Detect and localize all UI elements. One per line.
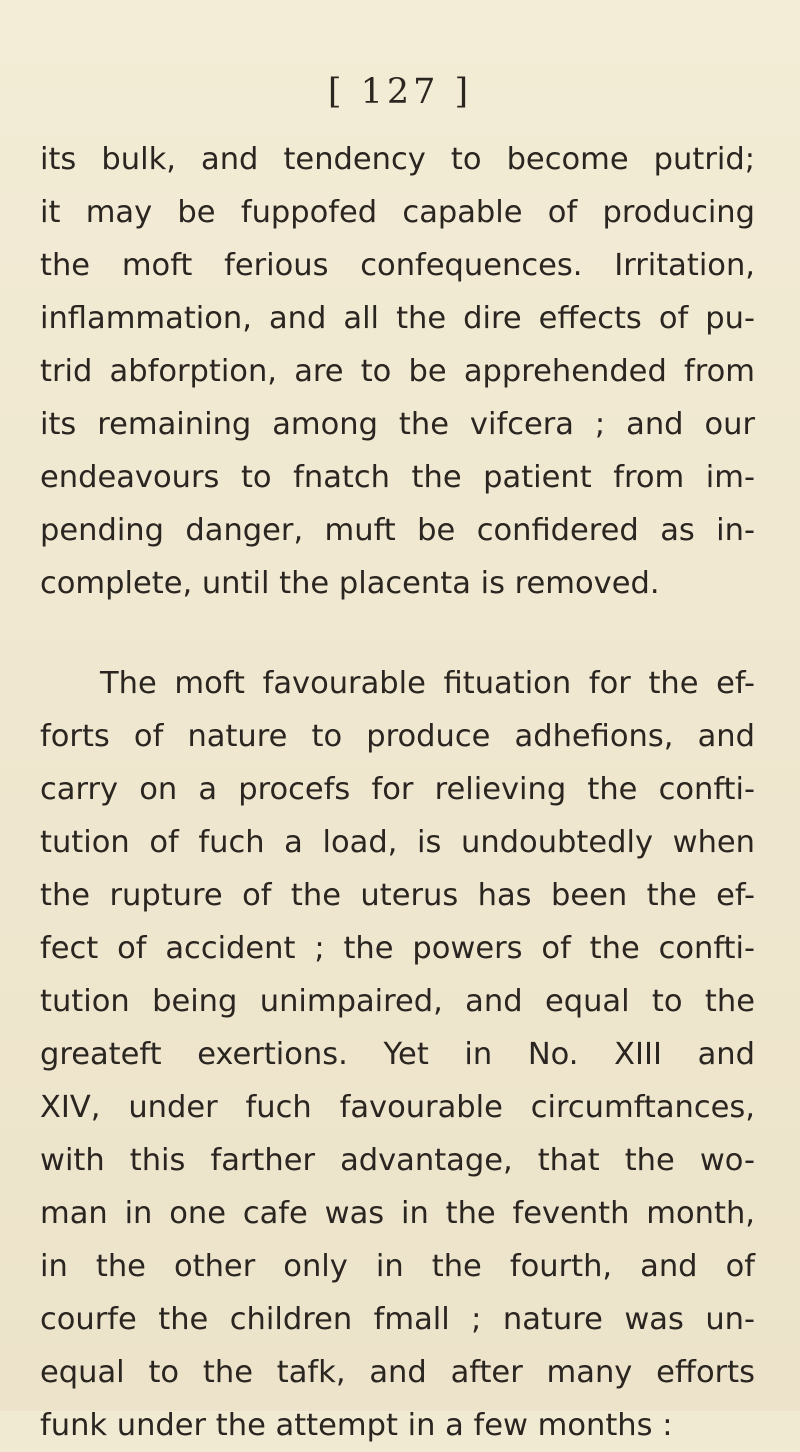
text-line: carry on a procefs for relieving the confti- bbox=[40, 772, 755, 807]
text-line: its bulk, and tendency to become putrid; bbox=[40, 142, 755, 177]
text-line: equal to the tafk, and after many efforts bbox=[40, 1355, 755, 1390]
text-line: funk under the attempt in a few months : bbox=[40, 1408, 673, 1443]
text-line: its remaining among the vifcera ; and our bbox=[40, 407, 755, 442]
text-line: man in one cafe was in the feventh month, bbox=[40, 1196, 755, 1231]
text-line: in the other only in the fourth, and of bbox=[40, 1249, 755, 1284]
text-line: forts of nature to produce adhefions, and bbox=[40, 719, 755, 754]
paragraph-2 bbox=[40, 657, 755, 1452]
text-line: with this farther advantage, that the wo- bbox=[40, 1143, 755, 1178]
text-line: the moft ferious confequences. Irritation, bbox=[40, 248, 755, 283]
text-line: XIV, under fuch favourable circumftances, bbox=[40, 1090, 755, 1125]
page-number: [ 127 ] bbox=[327, 72, 473, 112]
text-line: endeavours to fnatch the patient from im- bbox=[40, 460, 755, 495]
text-line: greateft exertions. Yet in No. XIII and bbox=[40, 1037, 755, 1072]
text-line: it may be fuppofed capable of producing bbox=[40, 195, 755, 230]
text-line: tution being unimpaired, and equal to the bbox=[40, 984, 755, 1019]
text-line: complete, until the placenta is removed. bbox=[40, 566, 660, 601]
paragraph-1 bbox=[40, 133, 755, 610]
text-line: The moft favourable fituation for the ef- bbox=[100, 666, 755, 701]
text-line: tution of fuch a load, is undoubtedly when bbox=[40, 825, 755, 860]
text-line: fect of accident ; the powers of the confti- bbox=[40, 931, 755, 966]
text-line: the rupture of the uterus has been the ef- bbox=[40, 878, 755, 913]
text-line: pending danger, muft be confidered as in- bbox=[40, 513, 755, 548]
text-line: inflammation, and all the dire effects of pu- bbox=[40, 301, 755, 336]
text-line: courfe the children fmall ; nature was un- bbox=[40, 1302, 755, 1337]
text-line: trid abforption, are to be apprehended from bbox=[40, 354, 755, 389]
